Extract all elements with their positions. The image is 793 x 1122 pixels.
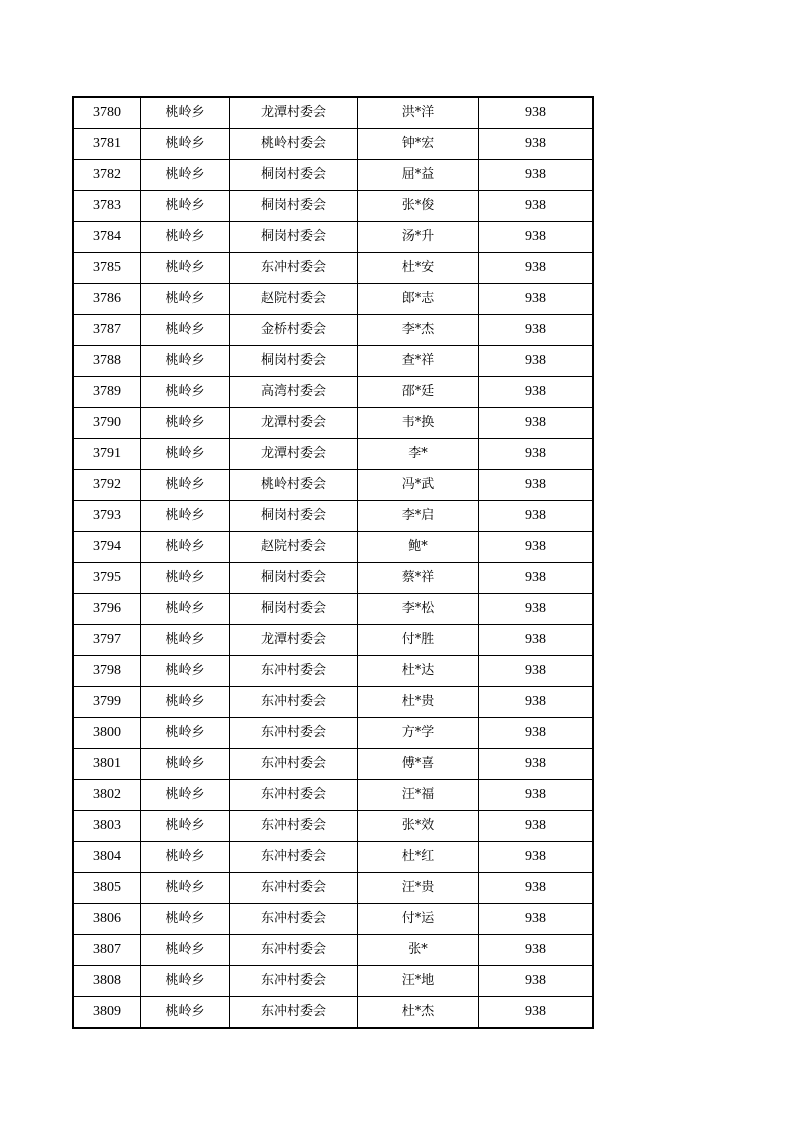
amount-cell: 938 (479, 780, 594, 811)
row-number-cell: 3804 (73, 842, 141, 873)
township-cell: 桃岭乡 (141, 408, 230, 439)
table-row (73, 625, 593, 656)
row-number-cell: 3801 (73, 749, 141, 780)
township-cell: 桃岭乡 (141, 191, 230, 222)
amount-cell: 938 (479, 501, 594, 532)
amount-cell: 938 (479, 97, 594, 129)
amount-cell: 938 (479, 377, 594, 408)
table-body (73, 97, 593, 1028)
table-row (73, 97, 593, 129)
village-committee-cell: 桐岗村委会 (230, 160, 358, 191)
row-number-cell: 3807 (73, 935, 141, 966)
row-number-cell: 3797 (73, 625, 141, 656)
amount-cell: 938 (479, 842, 594, 873)
township-cell: 桃岭乡 (141, 935, 230, 966)
village-committee-cell: 桐岗村委会 (230, 346, 358, 377)
table-row (73, 563, 593, 594)
township-cell: 桃岭乡 (141, 160, 230, 191)
row-number-cell: 3780 (73, 97, 141, 129)
village-committee-cell: 龙潭村委会 (230, 97, 358, 129)
township-cell: 桃岭乡 (141, 97, 230, 129)
person-name-cell: 郎*志 (358, 284, 479, 315)
person-name-cell: 屈*益 (358, 160, 479, 191)
row-number-cell: 3785 (73, 253, 141, 284)
person-name-cell: 杜*安 (358, 253, 479, 284)
amount-cell: 938 (479, 284, 594, 315)
table-row (73, 160, 593, 191)
table-row (73, 129, 593, 160)
township-cell: 桃岭乡 (141, 532, 230, 563)
person-name-cell: 汪*贵 (358, 873, 479, 904)
row-number-cell: 3786 (73, 284, 141, 315)
amount-cell: 938 (479, 408, 594, 439)
township-cell: 桃岭乡 (141, 284, 230, 315)
village-committee-cell: 东冲村委会 (230, 656, 358, 687)
person-name-cell: 张*俊 (358, 191, 479, 222)
row-number-cell: 3781 (73, 129, 141, 160)
amount-cell: 938 (479, 904, 594, 935)
row-number-cell: 3806 (73, 904, 141, 935)
village-committee-cell: 东冲村委会 (230, 904, 358, 935)
amount-cell: 938 (479, 191, 594, 222)
table-row (73, 222, 593, 253)
village-committee-cell: 东冲村委会 (230, 780, 358, 811)
person-name-cell: 付*运 (358, 904, 479, 935)
row-number-cell: 3792 (73, 470, 141, 501)
village-committee-cell: 东冲村委会 (230, 253, 358, 284)
row-number-cell: 3793 (73, 501, 141, 532)
row-number-cell: 3782 (73, 160, 141, 191)
township-cell: 桃岭乡 (141, 904, 230, 935)
amount-cell: 938 (479, 160, 594, 191)
row-number-cell: 3788 (73, 346, 141, 377)
township-cell: 桃岭乡 (141, 718, 230, 749)
township-cell: 桃岭乡 (141, 780, 230, 811)
township-cell: 桃岭乡 (141, 377, 230, 408)
person-name-cell: 傅*喜 (358, 749, 479, 780)
person-name-cell: 冯*武 (358, 470, 479, 501)
township-cell: 桃岭乡 (141, 346, 230, 377)
village-committee-cell: 赵院村委会 (230, 532, 358, 563)
township-cell: 桃岭乡 (141, 997, 230, 1029)
person-name-cell: 鲍* (358, 532, 479, 563)
person-name-cell: 李* (358, 439, 479, 470)
table-row (73, 191, 593, 222)
amount-cell: 938 (479, 439, 594, 470)
row-number-cell: 3794 (73, 532, 141, 563)
village-committee-cell: 桐岗村委会 (230, 501, 358, 532)
amount-cell: 938 (479, 470, 594, 501)
person-name-cell: 邵*廷 (358, 377, 479, 408)
table-row (73, 253, 593, 284)
amount-cell: 938 (479, 873, 594, 904)
village-committee-cell: 桐岗村委会 (230, 191, 358, 222)
row-number-cell: 3800 (73, 718, 141, 749)
row-number-cell: 3795 (73, 563, 141, 594)
person-name-cell: 张*效 (358, 811, 479, 842)
person-name-cell: 蔡*祥 (358, 563, 479, 594)
amount-cell: 938 (479, 997, 594, 1029)
table-row (73, 842, 593, 873)
township-cell: 桃岭乡 (141, 656, 230, 687)
township-cell: 桃岭乡 (141, 966, 230, 997)
person-name-cell: 张* (358, 935, 479, 966)
amount-cell: 938 (479, 811, 594, 842)
table-row (73, 532, 593, 563)
table-row (73, 408, 593, 439)
village-committee-cell: 东冲村委会 (230, 935, 358, 966)
row-number-cell: 3809 (73, 997, 141, 1029)
township-cell: 桃岭乡 (141, 873, 230, 904)
table-row (73, 935, 593, 966)
row-number-cell: 3805 (73, 873, 141, 904)
person-name-cell: 付*胜 (358, 625, 479, 656)
person-name-cell: 李*杰 (358, 315, 479, 346)
amount-cell: 938 (479, 346, 594, 377)
township-cell: 桃岭乡 (141, 315, 230, 346)
table-row (73, 997, 593, 1029)
amount-cell: 938 (479, 532, 594, 563)
person-name-cell: 杜*红 (358, 842, 479, 873)
amount-cell: 938 (479, 718, 594, 749)
village-committee-cell: 赵院村委会 (230, 284, 358, 315)
amount-cell: 938 (479, 625, 594, 656)
row-number-cell: 3803 (73, 811, 141, 842)
row-number-cell: 3787 (73, 315, 141, 346)
person-name-cell: 洪*洋 (358, 97, 479, 129)
township-cell: 桃岭乡 (141, 811, 230, 842)
township-cell: 桃岭乡 (141, 222, 230, 253)
amount-cell: 938 (479, 129, 594, 160)
table-row (73, 749, 593, 780)
table-row (73, 315, 593, 346)
amount-cell: 938 (479, 687, 594, 718)
amount-cell: 938 (479, 935, 594, 966)
table-row (73, 470, 593, 501)
row-number-cell: 3808 (73, 966, 141, 997)
table-row (73, 904, 593, 935)
table-row (73, 346, 593, 377)
township-cell: 桃岭乡 (141, 563, 230, 594)
amount-cell: 938 (479, 315, 594, 346)
row-number-cell: 3796 (73, 594, 141, 625)
village-committee-cell: 龙潭村委会 (230, 408, 358, 439)
data-table (72, 96, 594, 1029)
village-committee-cell: 桐岗村委会 (230, 563, 358, 594)
village-committee-cell: 桐岗村委会 (230, 594, 358, 625)
township-cell: 桃岭乡 (141, 842, 230, 873)
person-name-cell: 李*松 (358, 594, 479, 625)
person-name-cell: 方*学 (358, 718, 479, 749)
village-committee-cell: 桃岭村委会 (230, 470, 358, 501)
township-cell: 桃岭乡 (141, 253, 230, 284)
village-committee-cell: 金桥村委会 (230, 315, 358, 346)
row-number-cell: 3790 (73, 408, 141, 439)
amount-cell: 938 (479, 222, 594, 253)
township-cell: 桃岭乡 (141, 687, 230, 718)
village-committee-cell: 东冲村委会 (230, 749, 358, 780)
amount-cell: 938 (479, 749, 594, 780)
person-name-cell: 汤*升 (358, 222, 479, 253)
township-cell: 桃岭乡 (141, 594, 230, 625)
village-committee-cell: 东冲村委会 (230, 873, 358, 904)
village-committee-cell: 桐岗村委会 (230, 222, 358, 253)
township-cell: 桃岭乡 (141, 749, 230, 780)
table-row (73, 966, 593, 997)
amount-cell: 938 (479, 656, 594, 687)
village-committee-cell: 高湾村委会 (230, 377, 358, 408)
table-row (73, 594, 593, 625)
village-committee-cell: 东冲村委会 (230, 966, 358, 997)
amount-cell: 938 (479, 966, 594, 997)
row-number-cell: 3789 (73, 377, 141, 408)
amount-cell: 938 (479, 594, 594, 625)
table-row (73, 873, 593, 904)
table-row (73, 718, 593, 749)
township-cell: 桃岭乡 (141, 470, 230, 501)
table-row (73, 439, 593, 470)
person-name-cell: 汪*福 (358, 780, 479, 811)
township-cell: 桃岭乡 (141, 501, 230, 532)
row-number-cell: 3802 (73, 780, 141, 811)
person-name-cell: 杜*达 (358, 656, 479, 687)
person-name-cell: 李*启 (358, 501, 479, 532)
table-row (73, 501, 593, 532)
table-row (73, 780, 593, 811)
village-committee-cell: 东冲村委会 (230, 842, 358, 873)
person-name-cell: 汪*地 (358, 966, 479, 997)
person-name-cell: 杜*杰 (358, 997, 479, 1029)
village-committee-cell: 桃岭村委会 (230, 129, 358, 160)
row-number-cell: 3784 (73, 222, 141, 253)
township-cell: 桃岭乡 (141, 439, 230, 470)
amount-cell: 938 (479, 563, 594, 594)
table-row (73, 687, 593, 718)
village-committee-cell: 东冲村委会 (230, 811, 358, 842)
person-name-cell: 查*祥 (358, 346, 479, 377)
village-committee-cell: 东冲村委会 (230, 687, 358, 718)
amount-cell: 938 (479, 253, 594, 284)
village-committee-cell: 龙潭村委会 (230, 439, 358, 470)
village-committee-cell: 龙潭村委会 (230, 625, 358, 656)
table-row (73, 656, 593, 687)
table-row (73, 377, 593, 408)
row-number-cell: 3799 (73, 687, 141, 718)
row-number-cell: 3791 (73, 439, 141, 470)
village-committee-cell: 东冲村委会 (230, 997, 358, 1029)
township-cell: 桃岭乡 (141, 625, 230, 656)
village-committee-cell: 东冲村委会 (230, 718, 358, 749)
row-number-cell: 3798 (73, 656, 141, 687)
row-number-cell: 3783 (73, 191, 141, 222)
table-row (73, 284, 593, 315)
township-cell: 桃岭乡 (141, 129, 230, 160)
person-name-cell: 韦*换 (358, 408, 479, 439)
person-name-cell: 钟*宏 (358, 129, 479, 160)
table-row (73, 811, 593, 842)
person-name-cell: 杜*贵 (358, 687, 479, 718)
